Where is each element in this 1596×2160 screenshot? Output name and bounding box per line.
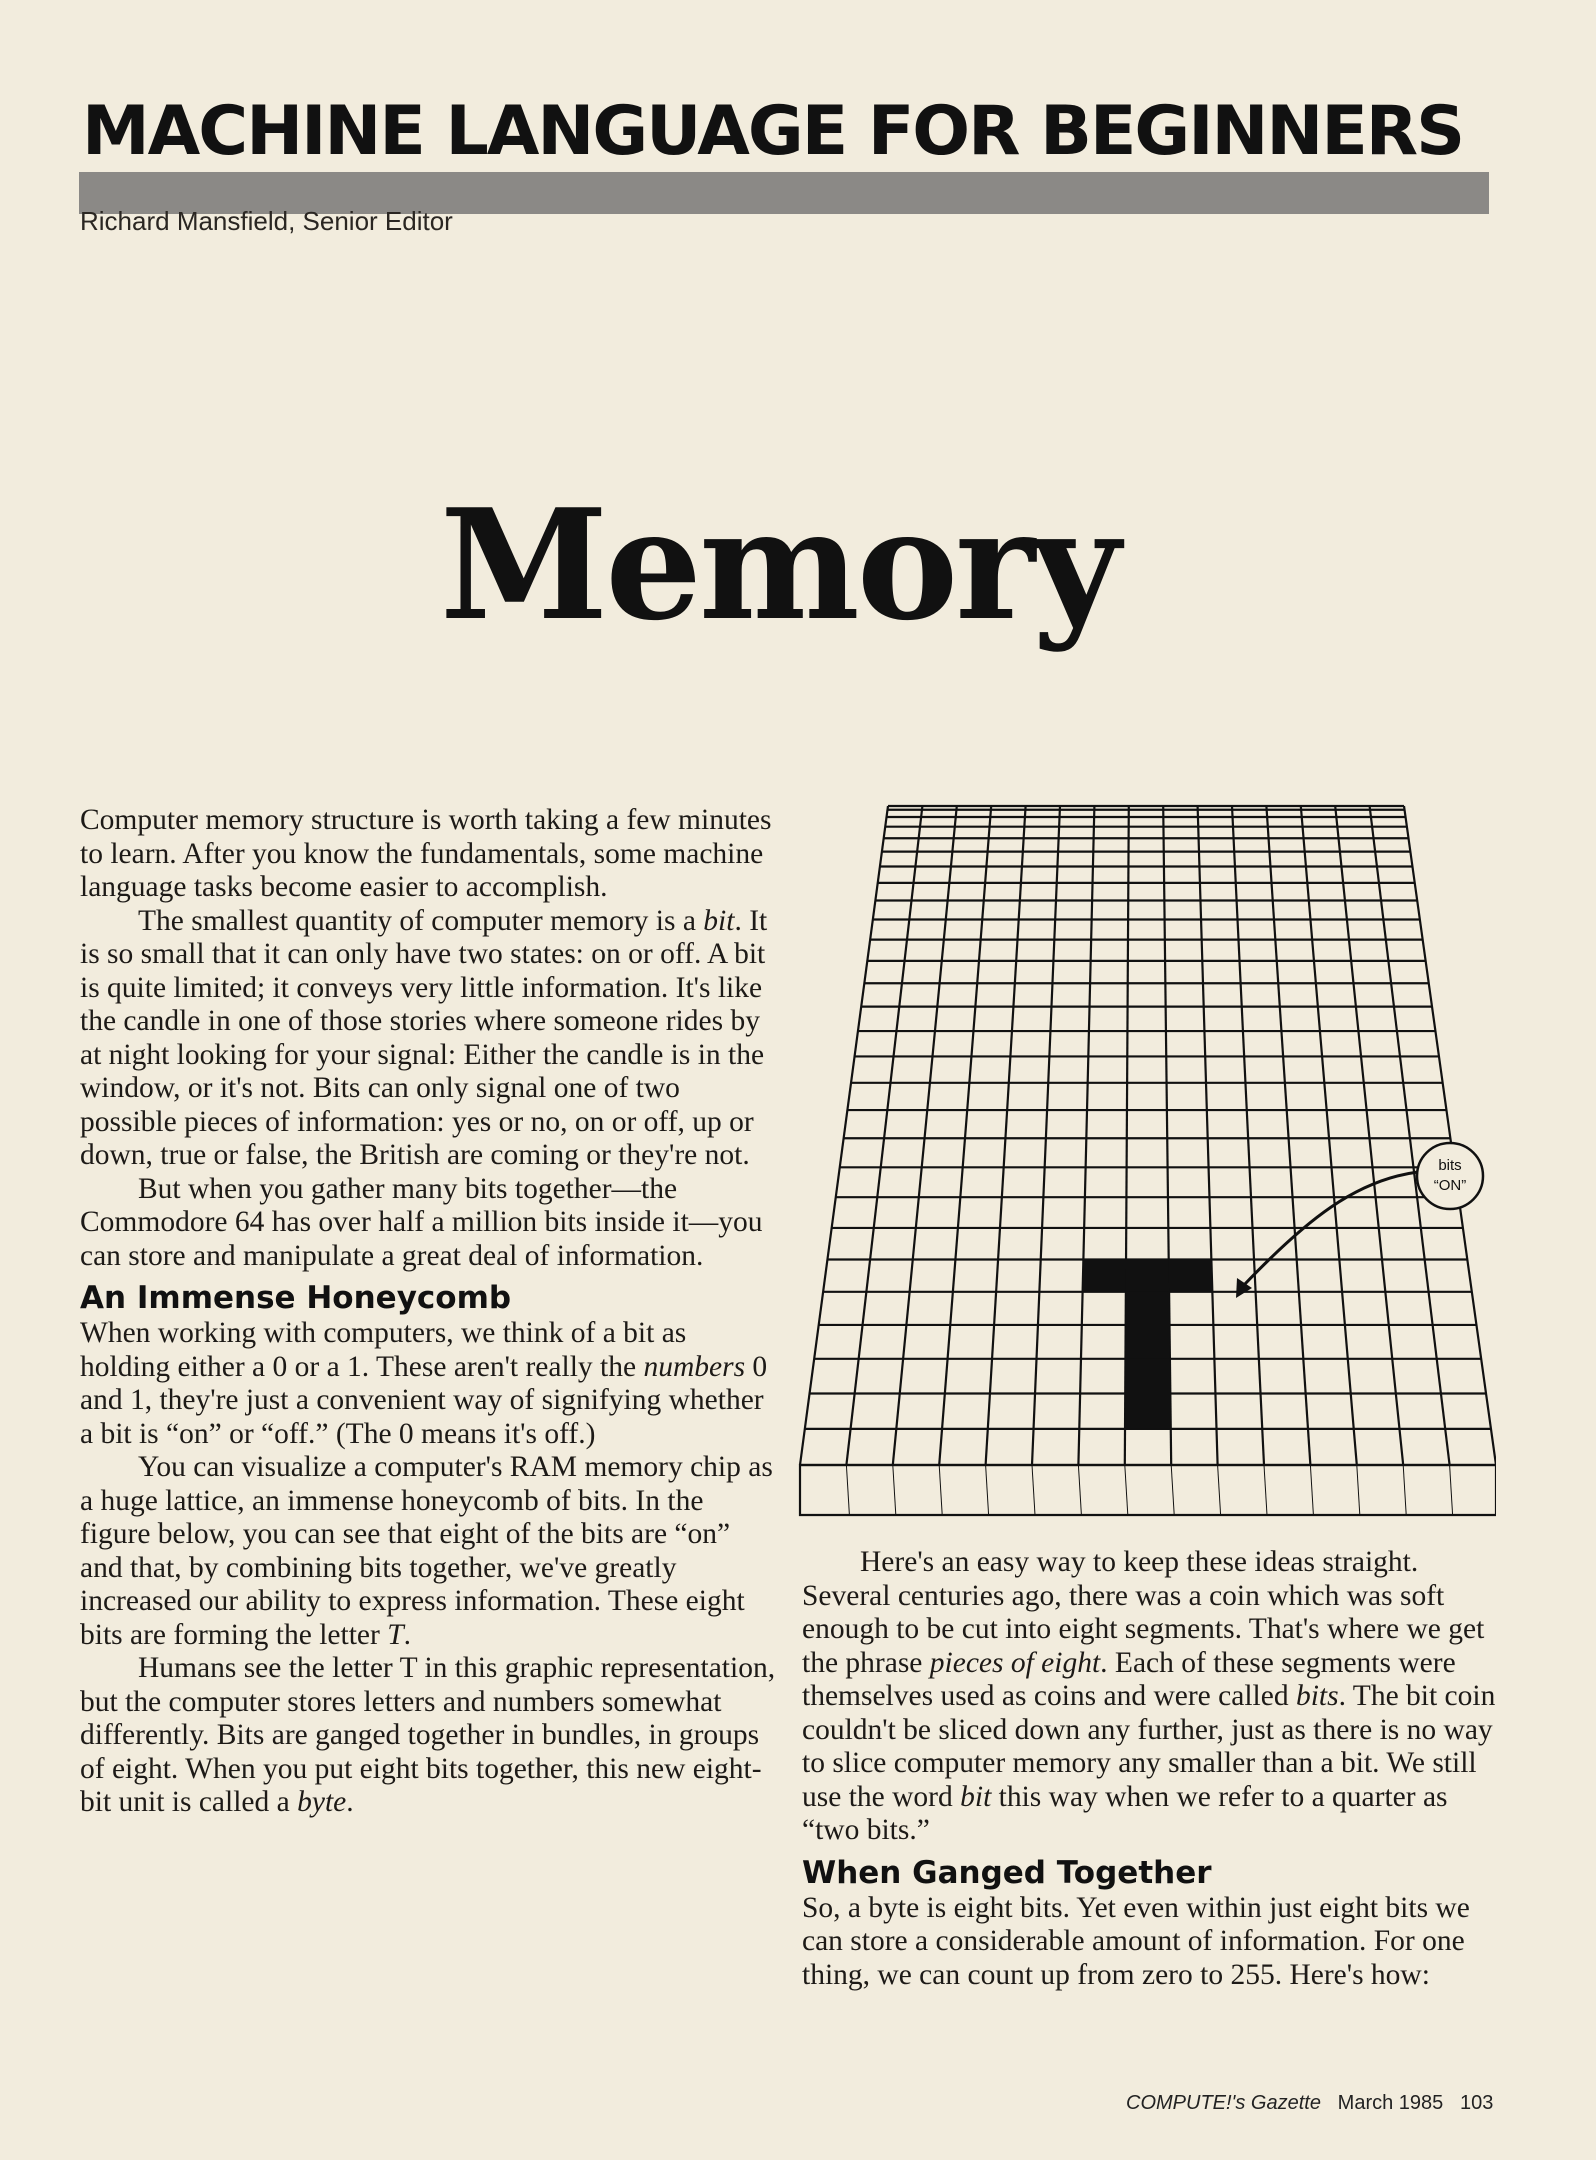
paragraph: When working with computers, we think of a bit as holding either a 0 or a 1. These aren't really the numbers 0 and 1, they're just a convenient way of signifying whether a bit is “on” or “off.” (The 0 means it's off.) — [80, 1317, 768, 1450]
paragraph: So, a byte is eight bits. Yet even within just eight bits we can store a considerable amount of information. For one thing, we can count up from zero to 255. Here's how: — [802, 1891, 1470, 1991]
paragraph: Computer memory structure is worth taking a few minutes to learn. After you know the fundamentals, some machine language tasks become easier to accomplish. — [80, 804, 772, 903]
byline: Richard Mansfield, Senior Editor — [80, 206, 453, 236]
memory-lattice-illustration — [796, 800, 1496, 1530]
callout-text-line1: bits — [1438, 1157, 1462, 1174]
paragraph: Humans see the letter T in this graphic representation, but the computer stores letters and numbers somewhat differently. Bits are ganged together in bundles, in groups of eight. When you put eight bits together, this new eight-bit unit is called a byte. — [80, 1652, 776, 1818]
subheading-when-ganged-together: When Ganged Together — [802, 1854, 1212, 1891]
right-column — [802, 1546, 1502, 1992]
callout-text-line2: “ON” — [1433, 1177, 1467, 1194]
footer-page-number: 103 — [1459, 2092, 1494, 2114]
section-title: MACHINE LANGUAGE FOR BEGINNERS — [82, 92, 1464, 171]
paragraph: You can visualize a computer's RAM memory chip as a huge lattice, an immense honeycomb of bits. In the figure below, you can see that eight of the bits are “on” and that, by combining bits together, we've greatly increased our ability to express information. These eight bits are forming the letter T. — [80, 1451, 773, 1651]
article-title: Memory — [440, 475, 1118, 654]
page-footer — [1126, 2092, 1493, 2115]
memory-lattice-figure — [796, 800, 1496, 1530]
subheading-immense-honeycomb: An Immense Honeycomb — [80, 1280, 512, 1316]
paragraph: The smallest quantity of computer memory is a bit. It is so small that it can only have two states: on or off. A bit is quite limited; it conveys very little information. It's like the candle in one of those stories where someone rides by at night looking for your signal: Either the candle is in the window, or it's not. Bits can only signal one of two possible pieces of information: yes or no, on or off, up or down, true or false, the British are coming or they're not. — [80, 904, 768, 1171]
paragraph: Here's an easy way to keep these ideas straight. Several centuries ago, there was a coin which was soft enough to be cut into eight segments. That's where we get the phrase pieces of eight. Each of these segments were themselves used as coins and were called bits. The bit coin couldn't be sliced down any further, just as there is no way to slice computer memory any smaller than a bit. We still use the word bit this way when we refer to a quarter as “two bits.” — [802, 1546, 1496, 1846]
footer-issue: March 1985 — [1337, 2092, 1444, 2114]
paragraph: But when you gather many bits together—the Commodore 64 has over half a million bits inside it—you can store and manipulate a great deal of information. — [80, 1172, 763, 1272]
footer-publication: COMPUTE!'s Gazette — [1126, 2092, 1321, 2114]
left-column — [80, 804, 780, 1820]
